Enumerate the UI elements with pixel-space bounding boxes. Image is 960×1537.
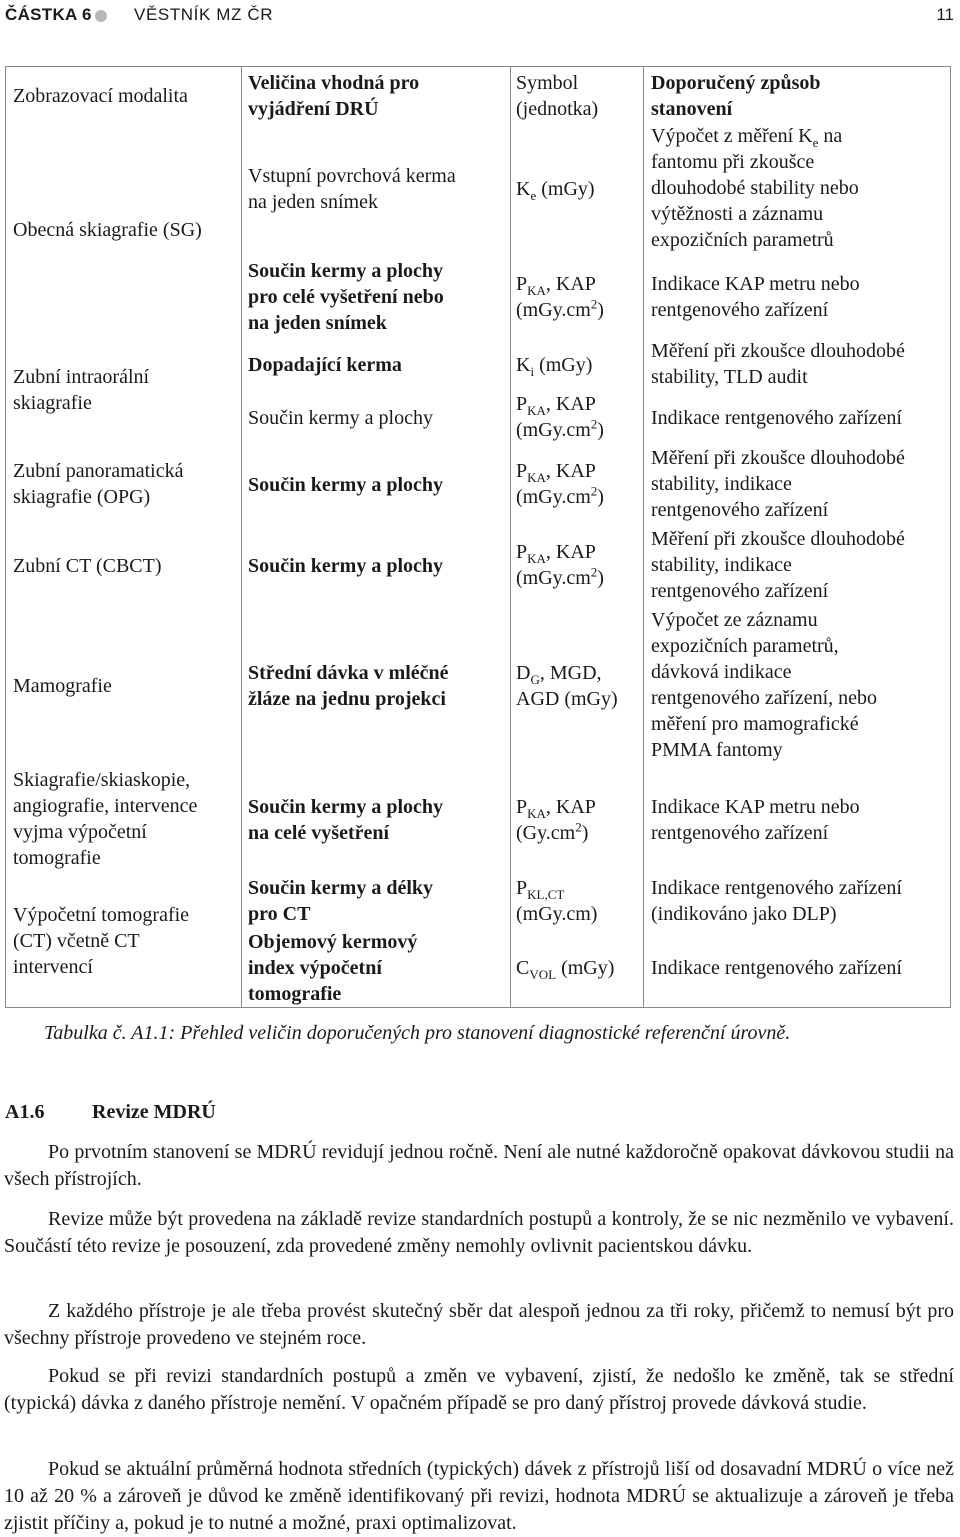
header-quantity: Veličina vhodná pro vyjádření DRÚ [248,72,420,120]
header-symbol: Symbol (jednotka) [516,72,599,120]
symbol-interventional-kap: $P_{KA}$, KAP $(Gy.cm^2)$ [516,796,596,844]
dru-table [5,66,951,1008]
method-intraoral-ki: Měření při zkoušce dlouhodobé stability, TLD audit [651,340,905,388]
symbol-ct-cvol: $C_{VOL}$ (mGy) [516,957,615,982]
symbol-opg-kap: $P_{KA}$, KAP $(mGy.cm^2)$ [516,460,604,508]
table-divider [643,67,644,1007]
symbol-cbct-kap: $P_{KA}$, KAP $(mGy.cm^2)$ [516,541,604,589]
method-mammography-dg: Výpočet ze záznamu expozičních parametrů, dávková indikace rentgenového zařízení, nebo měření pro mamografické PMMA fantomy [651,609,878,761]
section-label: ČÁSTKA 6 [5,5,92,24]
method-cbct-kap: Měření při zkoušce dlouhodobé stability, indikace rentgenového zařízení [651,528,905,602]
modality-sg: Obecná skiagrafie (SG) [13,219,202,241]
method-ct-ctdi: Indikace rentgenového zařízení [651,957,902,979]
symbol-sg-ke: $K_e$ (mGy) [516,178,595,203]
symbol-ct-pkl: $P_{KL,CT}$ (mGy.cm) [516,877,598,925]
quantity-intraoral-kerma: Dopadající kerma [248,354,402,376]
table-divider [241,67,242,1007]
page-number: 11 [936,5,954,24]
symbol-sg-kap: $P_{KA}$, KAP $(mGy.cm^2)$ [516,273,604,321]
method-ct-dlp: Indikace rentgenového zařízení (indikováno jako DLP) [651,877,902,925]
page-header [0,0,960,32]
method-intraoral-kap: Indikace rentgenového zařízení [651,407,902,429]
header-modality: Zobrazovací modalita [13,85,188,107]
bullet-dot-icon [95,10,107,22]
quantity-sg-entrance-kerma: Vstupní povrchová kerma na jeden snímek [248,165,456,213]
modality-mammography: Mamografie [13,675,112,697]
modality-cbct: Zubní CT (CBCT) [13,555,162,577]
quantity-sg-kap: Součin kermy a plochy pro celé vyšetření nebo na jeden snímek [248,260,444,334]
table-caption: Tabulka č. A1.1: Přehled veličin doporučených pro stanovení diagnostické referenční úrovně. [44,1022,791,1044]
quantity-cbct-kap: Součin kermy a plochy [248,555,444,577]
paragraph: Po prvotním stanovení se MDRÚ revidují jednou ročně. Není ale nutné každoročně opakovat dávkovou studii na všech přístrojích. [4,1141,954,1190]
quantity-intraoral-kap: Součin kermy a plochy [248,407,433,429]
method-sg-ke: Výpočet z měření $K_e$ na fantomu při zkoušce dlouhodobé stability nebo výtěžnosti a záznamu expozičních parametrů [651,125,859,251]
paragraph: Pokud se při revizi standardních postupů a změn ve vybavení, zjistí, že nedošlo ke změně, tak se střední (typická) dávka z daného přístroje nemění. V opačném případě se pro daný přístroj provede dávková studie. [4,1365,954,1414]
quantity-mammography-dg: Střední dávka v mléčné žláze na jednu projekci [248,662,449,710]
method-opg-kap: Měření při zkoušce dlouhodobé stability, indikace rentgenového zařízení [651,447,905,521]
quantity-opg-kap: Součin kermy a plochy [248,474,444,496]
modality-intraoral: Zubní intraorální skiagrafie [13,366,150,414]
section-title: Revize MDRÚ [92,1101,216,1123]
method-interventional-kap: Indikace KAP metru nebo rentgenového zařízení [651,796,860,844]
symbol-mammography-dg: $D_G$, MGD, AGD (mGy) [516,662,618,710]
modality-ct: Výpočetní tomografie (CT) včetně CT intervencí [13,904,190,978]
table-divider [510,67,511,1007]
modality-interventional: Skiagrafie/skiaskopie, angiografie, intervence vyjma výpočetní tomografie [13,769,198,869]
quantity-interventional-kap: Součin kermy a plochy na celé vyšetření [248,796,444,844]
symbol-intraoral-ki: $K_i$ (mGy) [516,354,593,379]
paragraph: Z každého přístroje je ale třeba provést skutečný sběr dat alespoň jednou za tři roky, přičemž to nemusí být pro všechny přístroje provedeno ve stejném roce. [4,1300,954,1349]
modality-opg: Zubní panoramatická skiagrafie (OPG) [13,460,184,508]
paragraph: Revize může být provedena na základě revize standardních postupů a kontroly, že se nic nezměnilo ve vybavení. Součástí této revize je posouzení, zda provedené změny nemohly ovlivnit pacientskou dávku. [4,1208,954,1257]
quantity-ct-dlp: Součin kermy a délky pro CT [248,877,434,925]
journal-title: VĚSTNÍK MZ ČR [134,5,274,24]
paragraph: Pokud se aktuální průměrná hodnota středních (typických) dávek z přístrojů liší od dosavadní MDRÚ o více než 10 až 20 % a zároveň je důvod ke změně identifikovaný při revizi, hodnota MDRÚ se aktualizuje a zároveň je třeba zjistit příčiny a, pokud je to nutné a možné, praxi optimalizovat. [4,1458,954,1534]
method-sg-kap: Indikace KAP metru nebo rentgenového zařízení [651,273,860,321]
section-number: A1.6 [5,1101,45,1123]
quantity-ct-ctdi: Objemový kermový index výpočetní tomografie [248,931,418,1005]
header-method: Doporučený způsob stanovení [651,72,821,120]
symbol-intraoral-kap: $P_{KA}$, KAP $(mGy.cm^2)$ [516,393,604,441]
